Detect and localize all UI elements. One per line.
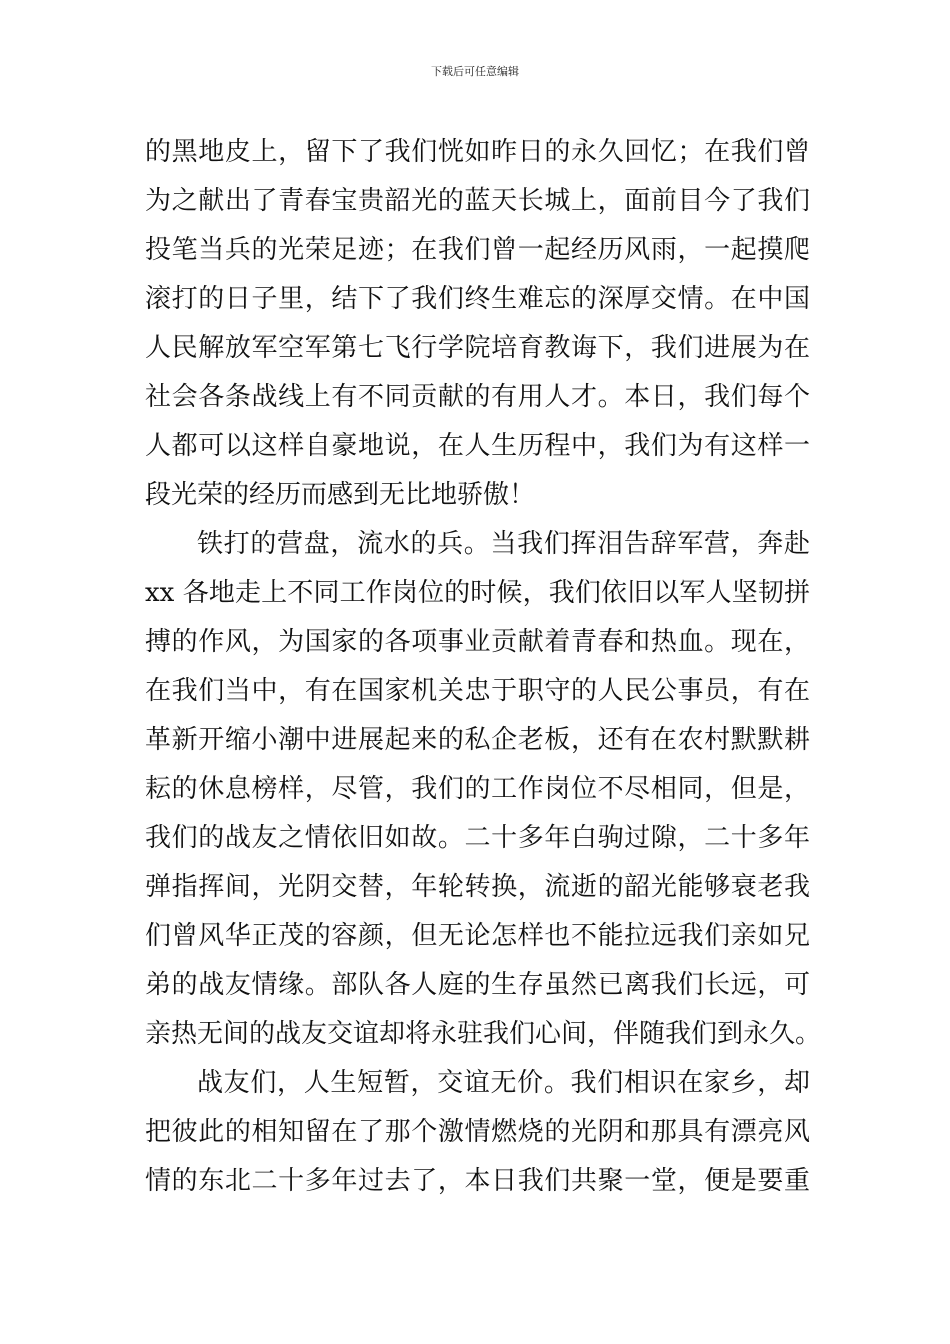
text-line: 革新开缩小潮中进展起来的私企老板，还有在农村默默耕 bbox=[145, 725, 810, 755]
text-line: 战友们，人生短暂，交谊无价。我们相识在家乡，却 bbox=[197, 1068, 810, 1098]
text-line: 耘的休息榜样，尽管，我们的工作岗位不尽相同，但是， bbox=[145, 774, 810, 804]
text-line: 社会各条战线上有不同贡献的有用人才。本日，我们每个 bbox=[145, 382, 810, 412]
text-line: xx 各地走上不同工作岗位的时候，我们依旧以军人坚韧拼 bbox=[145, 578, 810, 608]
text-line: 们曾风华正茂的容颜，但无论怎样也不能拉远我们亲如兄 bbox=[145, 921, 810, 951]
paragraph-2 bbox=[145, 520, 822, 1059]
paragraph-1 bbox=[145, 128, 810, 520]
text-line: 的黑地皮上，留下了我们恍如昨日的永久回忆；在我们曾 bbox=[145, 137, 810, 167]
text-line: 投笔当兵的光荣足迹；在我们曾一起经历风雨，一起摸爬 bbox=[145, 235, 810, 265]
text-line: 铁打的营盘，流水的兵。当我们挥泪告辞军营，奔赴 bbox=[197, 529, 810, 559]
text-line: 把彼此的相知留在了那个激情燃烧的光阴和那具有漂亮风 bbox=[145, 1117, 810, 1147]
page-header: 下载后可任意编辑 bbox=[431, 65, 519, 78]
text-line: 情的东北二十多年过去了，本日我们共聚一堂，便是要重 bbox=[145, 1166, 810, 1196]
document-body bbox=[145, 128, 822, 1206]
text-line: 弟的战友情缘。部队各人庭的生存虽然已离我们长远，可 bbox=[145, 970, 810, 1000]
text-line: 弹指挥间，光阴交替，年轮转换，流逝的韶光能够衰老我 bbox=[145, 872, 810, 902]
text-line: 亲热无间的战友交谊却将永驻我们心间，伴随我们到永久。 bbox=[145, 1019, 822, 1049]
text-line: 我们的战友之情依旧如故。二十多年白驹过隙，二十多年 bbox=[145, 823, 810, 853]
text-line: 搏的作风，为国家的各项事业贡献着青春和热血。现在， bbox=[145, 627, 810, 657]
text-line: 在我们当中，有在国家机关忠于职守的人民公事员，有在 bbox=[145, 676, 810, 706]
paragraph-3 bbox=[145, 1059, 810, 1206]
text-line: 滚打的日子里，结下了我们终生难忘的深厚交情。在中国 bbox=[145, 284, 810, 314]
text-line: 人民解放军空军第七飞行学院培育教诲下，我们进展为在 bbox=[145, 333, 810, 363]
text-line: 段光荣的经历而感到无比地骄傲！ bbox=[145, 480, 536, 510]
text-line: 为之献出了青春宝贵韶光的蓝天长城上，面前目今了我们 bbox=[145, 186, 810, 216]
text-line: 人都可以这样自豪地说，在人生历程中，我们为有这样一 bbox=[145, 431, 810, 461]
